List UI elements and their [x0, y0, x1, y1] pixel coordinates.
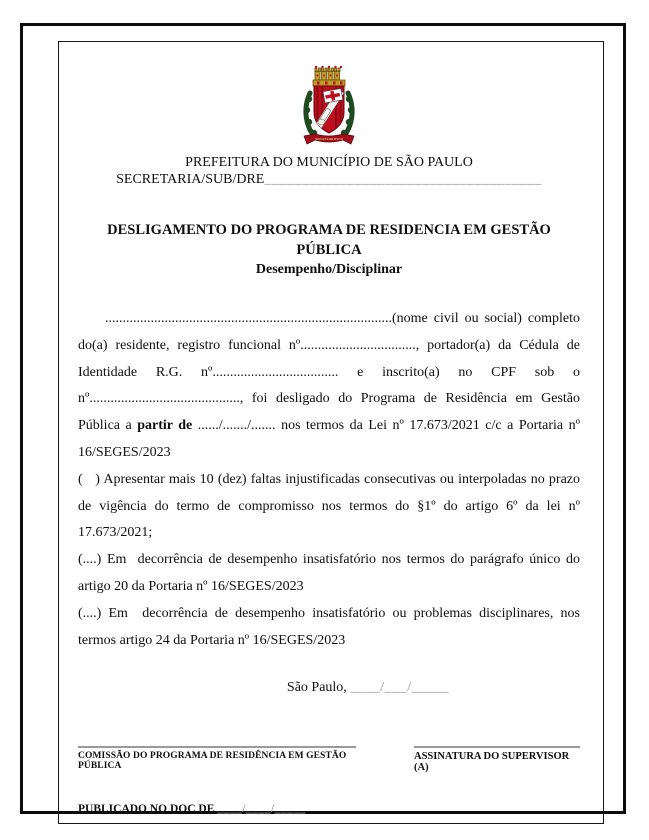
intro-paragraph [78, 306, 580, 467]
crest-container [78, 60, 580, 150]
signature-supervisor-label: ASSINATURA DO SUPERVISOR (A) [414, 751, 570, 774]
signature-commission [78, 746, 356, 771]
document-content [59, 60, 603, 816]
secretaria-blank-field: _____________________________________ [264, 172, 542, 187]
publication-label: PUBLICADO NO DOC DE [78, 803, 218, 816]
document-border [58, 41, 604, 824]
signature-commission-label: COMISSÃO DO PROGRAMA DE RESIDÊNCIA EM GESTÃO PÚBLICA [78, 751, 347, 772]
org-name: PREFEITURA DO MUNICÍPIO DE SÃO PAULO [185, 155, 473, 170]
checkbox-item-disciplinar: (....) Em decorrência de desempenho insatisfatório ou problemas disciplinares, nos termos artigo 24 da Portaria nº 16/SEGES/2023 [78, 605, 580, 648]
document-title-block [78, 220, 580, 280]
document-subtitle: Desempenho/Disciplinar [255, 262, 403, 277]
signature-supervisor [414, 746, 580, 773]
secretaria-line [78, 171, 580, 188]
date-city-label: São Paulo, [286, 680, 351, 696]
publication-blank-field: ____/____/_____ [217, 803, 306, 816]
date-blank-field: ____/___/_____ [350, 680, 450, 696]
intro-text-1: ..................................................................................(nome civil ou social) completo do(a) residente, registro funcional nº................................., portador(a) da Cédula de Identidade R.G. nº.................................... e inscrito(a) no CPF sob o nº..........................................., foi desligado do Programa de Residência em Gestão Pública a [78, 311, 580, 434]
crest-motto: NON DVCOR DVCO [315, 137, 343, 141]
document-title: DESLIGAMENTO DO PROGRAMA DE RESIDENCIA EM GESTÃO PÚBLICA [107, 222, 551, 258]
sao-paulo-coat-of-arms-icon [298, 60, 360, 150]
document-body [78, 306, 580, 654]
checkbox-item-desempenho: (....) Em decorrência de desempenho insatisfatório nos termos do parágrafo único do artigo 20 da Portaria nº 16/SEGES/2023 [78, 552, 580, 594]
date-line [78, 674, 580, 701]
signature-row [78, 746, 580, 773]
intro-text-2: ....../......./....... nos termos da Lei nº 17.673/2021 c/c a Portaria nº 16/SEGES/2023 [78, 418, 580, 460]
intro-bold-partir-de: partir de [137, 418, 193, 434]
publication-line [78, 802, 580, 816]
checkbox-item-faltas: ( ) Apresentar mais 10 (dez) faltas injustificadas consecutivas ou interpoladas no prazo de vigência do termo de compromisso nos termos do §1º do artigo 6º da lei nº 17.673/2021; [78, 471, 580, 541]
secretaria-label: SECRETARIA/SUB/DRE [116, 172, 265, 187]
